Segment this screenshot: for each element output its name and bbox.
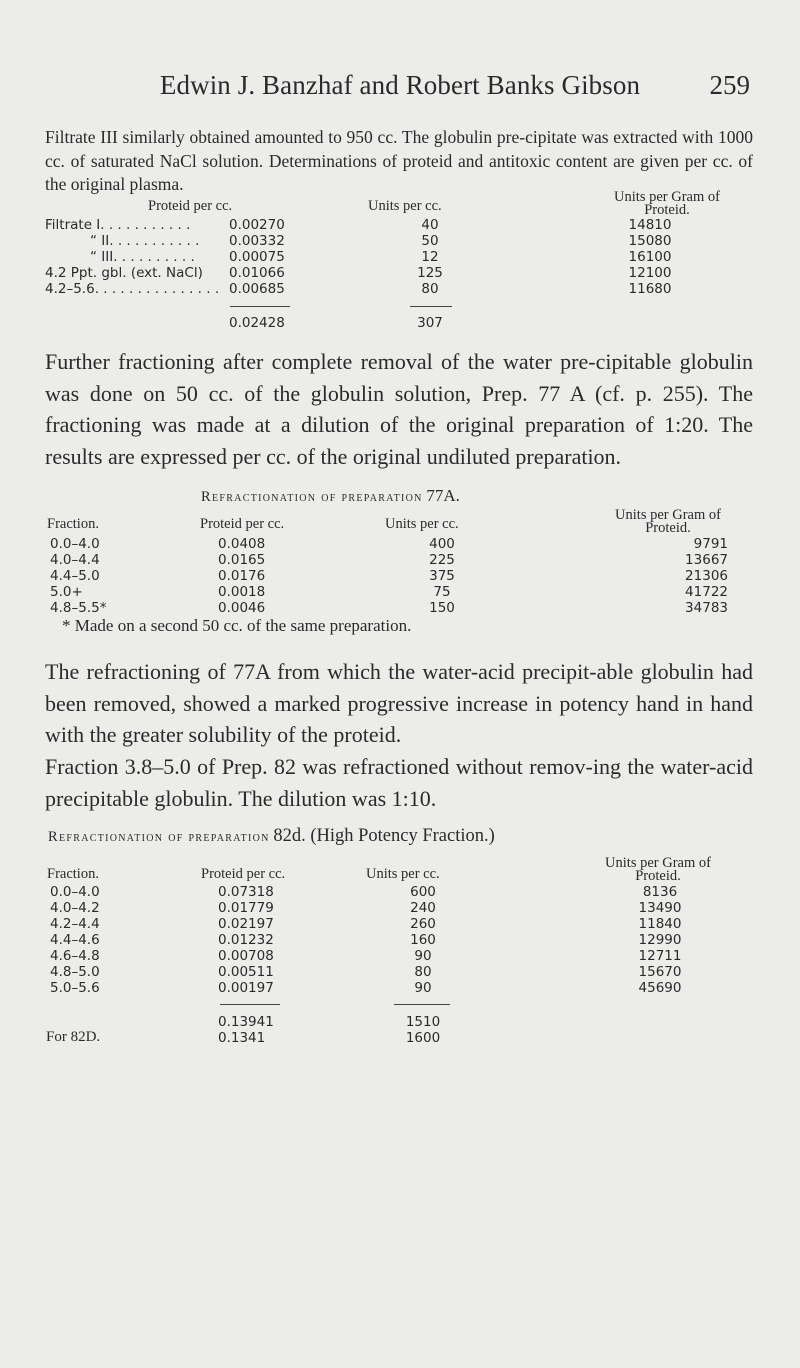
t1-row-label: Filtrate I. . . . . . . . . . . xyxy=(45,217,191,233)
t3-row-upg: 15670 xyxy=(638,964,682,980)
t2-row-units: 375 xyxy=(429,568,455,584)
t3-for-label: For 82D. xyxy=(46,1029,101,1045)
t2-row-upg: 34783 xyxy=(685,600,728,616)
t3-row-upg: 8136 xyxy=(642,884,678,900)
t2-row-fraction: 5.0+ xyxy=(50,584,83,600)
t2-caption xyxy=(201,486,460,506)
t2-header-proteid: Proteid per cc. xyxy=(200,516,285,532)
t2-row-proteid: 0.0018 xyxy=(218,584,266,600)
t1-row-upg: 11680 xyxy=(628,281,672,297)
t2-caption-main: Refractionation of preparation xyxy=(201,489,423,505)
t3-row-proteid: 0.07318 xyxy=(218,884,274,900)
t1-row-label: 4.2 Ppt. gbl. (ext. NaCl) xyxy=(45,265,203,281)
t2-row-fraction: 4.0–4.4 xyxy=(50,552,100,568)
t3-row-fraction: 0.0–4.0 xyxy=(50,884,100,900)
t3-caption-prep: 82d. (High Potency Fraction.) xyxy=(273,826,495,846)
t2-row-upg: 13667 xyxy=(685,552,728,568)
t2-row-fraction: 0.0–4.0 xyxy=(50,536,100,552)
t3-row-units: 160 xyxy=(410,932,436,948)
t2-row-fraction: 4.8–5.5* xyxy=(50,600,107,616)
t1-row-units: 40 xyxy=(421,217,439,233)
t3-header-upg-line2: Proteid. xyxy=(635,868,681,884)
t1-header-proteid: Proteid per cc. xyxy=(148,198,233,214)
t3-row-proteid: 0.02197 xyxy=(218,916,274,932)
t3-row-units: 90 xyxy=(414,980,432,996)
t3-row-fraction: 5.0–5.6 xyxy=(50,980,100,996)
t1-row-proteid: 0.00270 xyxy=(229,217,285,233)
t2-header-units: Units per cc. xyxy=(385,516,459,532)
t3-caption xyxy=(48,826,495,847)
t3-header-upg-line1: Units per Gram of xyxy=(605,855,711,871)
page-number: 259 xyxy=(709,70,750,100)
t1-row-upg: 14810 xyxy=(628,217,672,233)
t3-row-fraction: 4.0–4.2 xyxy=(50,900,100,916)
t3-row-proteid: 0.00511 xyxy=(218,964,274,980)
t1-header-units: Units per cc. xyxy=(368,198,442,214)
running-header xyxy=(0,70,800,110)
t1-sum-rule xyxy=(230,306,290,307)
t1-row-units: 50 xyxy=(421,233,439,249)
t1-row-proteid: 0.01066 xyxy=(229,265,285,281)
t3-row-units: 240 xyxy=(410,900,436,916)
t2-row-units: 400 xyxy=(429,536,455,552)
t3-header-fraction: Fraction. xyxy=(47,866,99,882)
t3-row-proteid: 0.00708 xyxy=(218,948,274,964)
t3-row-fraction: 4.6–4.8 xyxy=(50,948,100,964)
t1-row-proteid: 0.00685 xyxy=(229,281,285,297)
t2-row-proteid: 0.0046 xyxy=(218,600,266,616)
t3-row-proteid: 0.00197 xyxy=(218,980,274,996)
t3-row-proteid: 0.01232 xyxy=(218,932,274,948)
t1-row-proteid: 0.00075 xyxy=(229,249,285,265)
t1-row-upg: 15080 xyxy=(628,233,672,249)
t3-row-units: 260 xyxy=(410,916,436,932)
t2-row-proteid: 0.0165 xyxy=(218,552,266,568)
t3-row-upg: 45690 xyxy=(638,980,682,996)
t2-row-upg: 21306 xyxy=(685,568,728,584)
t2-row-upg: 41722 xyxy=(685,584,728,600)
t3-caption-main: Refractionation of preparation xyxy=(48,829,270,845)
paragraph-fraction-82: Fraction 3.8–5.0 of Prep. 82 was refractioned without remov-ing the water-acid precipitable globulin. The dilution was 1:10. xyxy=(45,754,753,811)
t2-row-units: 225 xyxy=(429,552,455,568)
t3-for-units: 1600 xyxy=(405,1030,441,1046)
t2-row-units: 150 xyxy=(429,600,455,616)
t1-row-proteid: 0.00332 xyxy=(229,233,285,249)
t3-header-proteid: Proteid per cc. xyxy=(201,866,286,882)
t2-header-fraction: Fraction. xyxy=(47,516,99,532)
t2-header-upg-line2: Proteid. xyxy=(645,520,691,536)
t1-total-units: 307 xyxy=(417,315,443,331)
t1-row-label: 4.2–5.6. . . . . . . . . . . . . . . xyxy=(45,281,220,297)
t2-row-fraction: 4.4–5.0 xyxy=(50,568,100,584)
t1-total-proteid: 0.02428 xyxy=(229,315,285,331)
t3-row-proteid: 0.01779 xyxy=(218,900,274,916)
paragraph-refractioning: The refractioning of 77A from which the water-acid precipit-able globulin had been removed, showed a marked progressive increase in potency hand in hand with the greater solubility of the proteid. xyxy=(45,659,753,747)
t3-row-fraction: 4.8–5.0 xyxy=(50,964,100,980)
t3-sum-rule xyxy=(220,1004,280,1005)
t3-for-proteid: 0.1341 xyxy=(218,1030,266,1046)
t3-row-upg: 13490 xyxy=(638,900,682,916)
t1-sum-rule xyxy=(410,306,452,307)
t3-row-upg: 11840 xyxy=(638,916,682,932)
t3-row-units: 90 xyxy=(414,948,432,964)
t3-total-units: 1510 xyxy=(405,1014,441,1030)
t1-row-upg: 12100 xyxy=(628,265,672,281)
t1-row-label: “ III. . . . . . . . . . xyxy=(90,249,195,265)
t2-row-upg: 9791 xyxy=(693,536,728,552)
t1-row-units: 125 xyxy=(417,265,443,281)
t3-row-fraction: 4.4–4.6 xyxy=(50,932,100,948)
running-title: Edwin J. Banzhaf and Robert Banks Gibson xyxy=(159,70,641,100)
t2-row-units: 75 xyxy=(433,584,451,600)
t2-row-proteid: 0.0176 xyxy=(218,568,266,584)
t3-row-fraction: 4.2–4.4 xyxy=(50,916,100,932)
t3-row-units: 600 xyxy=(410,884,436,900)
t1-row-units: 80 xyxy=(421,281,439,297)
t3-total-proteid: 0.13941 xyxy=(218,1014,274,1030)
t3-row-upg: 12990 xyxy=(638,932,682,948)
t3-sum-rule xyxy=(394,1004,450,1005)
t3-row-upg: 12711 xyxy=(638,948,682,964)
t3-header-units: Units per cc. xyxy=(366,866,440,882)
t3-header-units-per-gram xyxy=(563,857,753,883)
t2-header-upg-line1: Units per Gram of xyxy=(615,507,721,523)
t2-row-proteid: 0.0408 xyxy=(218,536,266,552)
t1-row-label: “ II. . . . . . . . . . . xyxy=(90,233,200,249)
t2-footnote: * Made on a second 50 cc. of the same preparation. xyxy=(62,616,412,635)
t3-row-units: 80 xyxy=(414,964,432,980)
t2-header-units-per-gram xyxy=(573,509,763,535)
paragraph-further-fractioning: Further fractioning after complete removal of the water pre-cipitable globulin was done on 50 cc. of the globulin solution, Prep. 77 A (cf. p. 255). The fractioning was made at a dilution of the original preparation of 1:20. The results are expressed per cc. of the original undiluted preparation. xyxy=(45,349,753,469)
t1-row-units: 12 xyxy=(421,249,439,265)
paragraph-intro: Filtrate III similarly obtained amounted to 950 cc. The globulin pre-cipitate was extracted with 1000 cc. of saturated NaCl solution. Determinations of proteid and antitoxic content are given per cc. of the original plasma. xyxy=(45,127,753,194)
t1-header-upg-line2: Proteid. xyxy=(644,202,690,218)
t1-row-upg: 16100 xyxy=(628,249,672,265)
t1-header-units-per-gram xyxy=(572,191,762,217)
t1-header-upg-line1: Units per Gram of xyxy=(614,189,720,205)
t2-caption-prep: 77A. xyxy=(426,486,460,505)
